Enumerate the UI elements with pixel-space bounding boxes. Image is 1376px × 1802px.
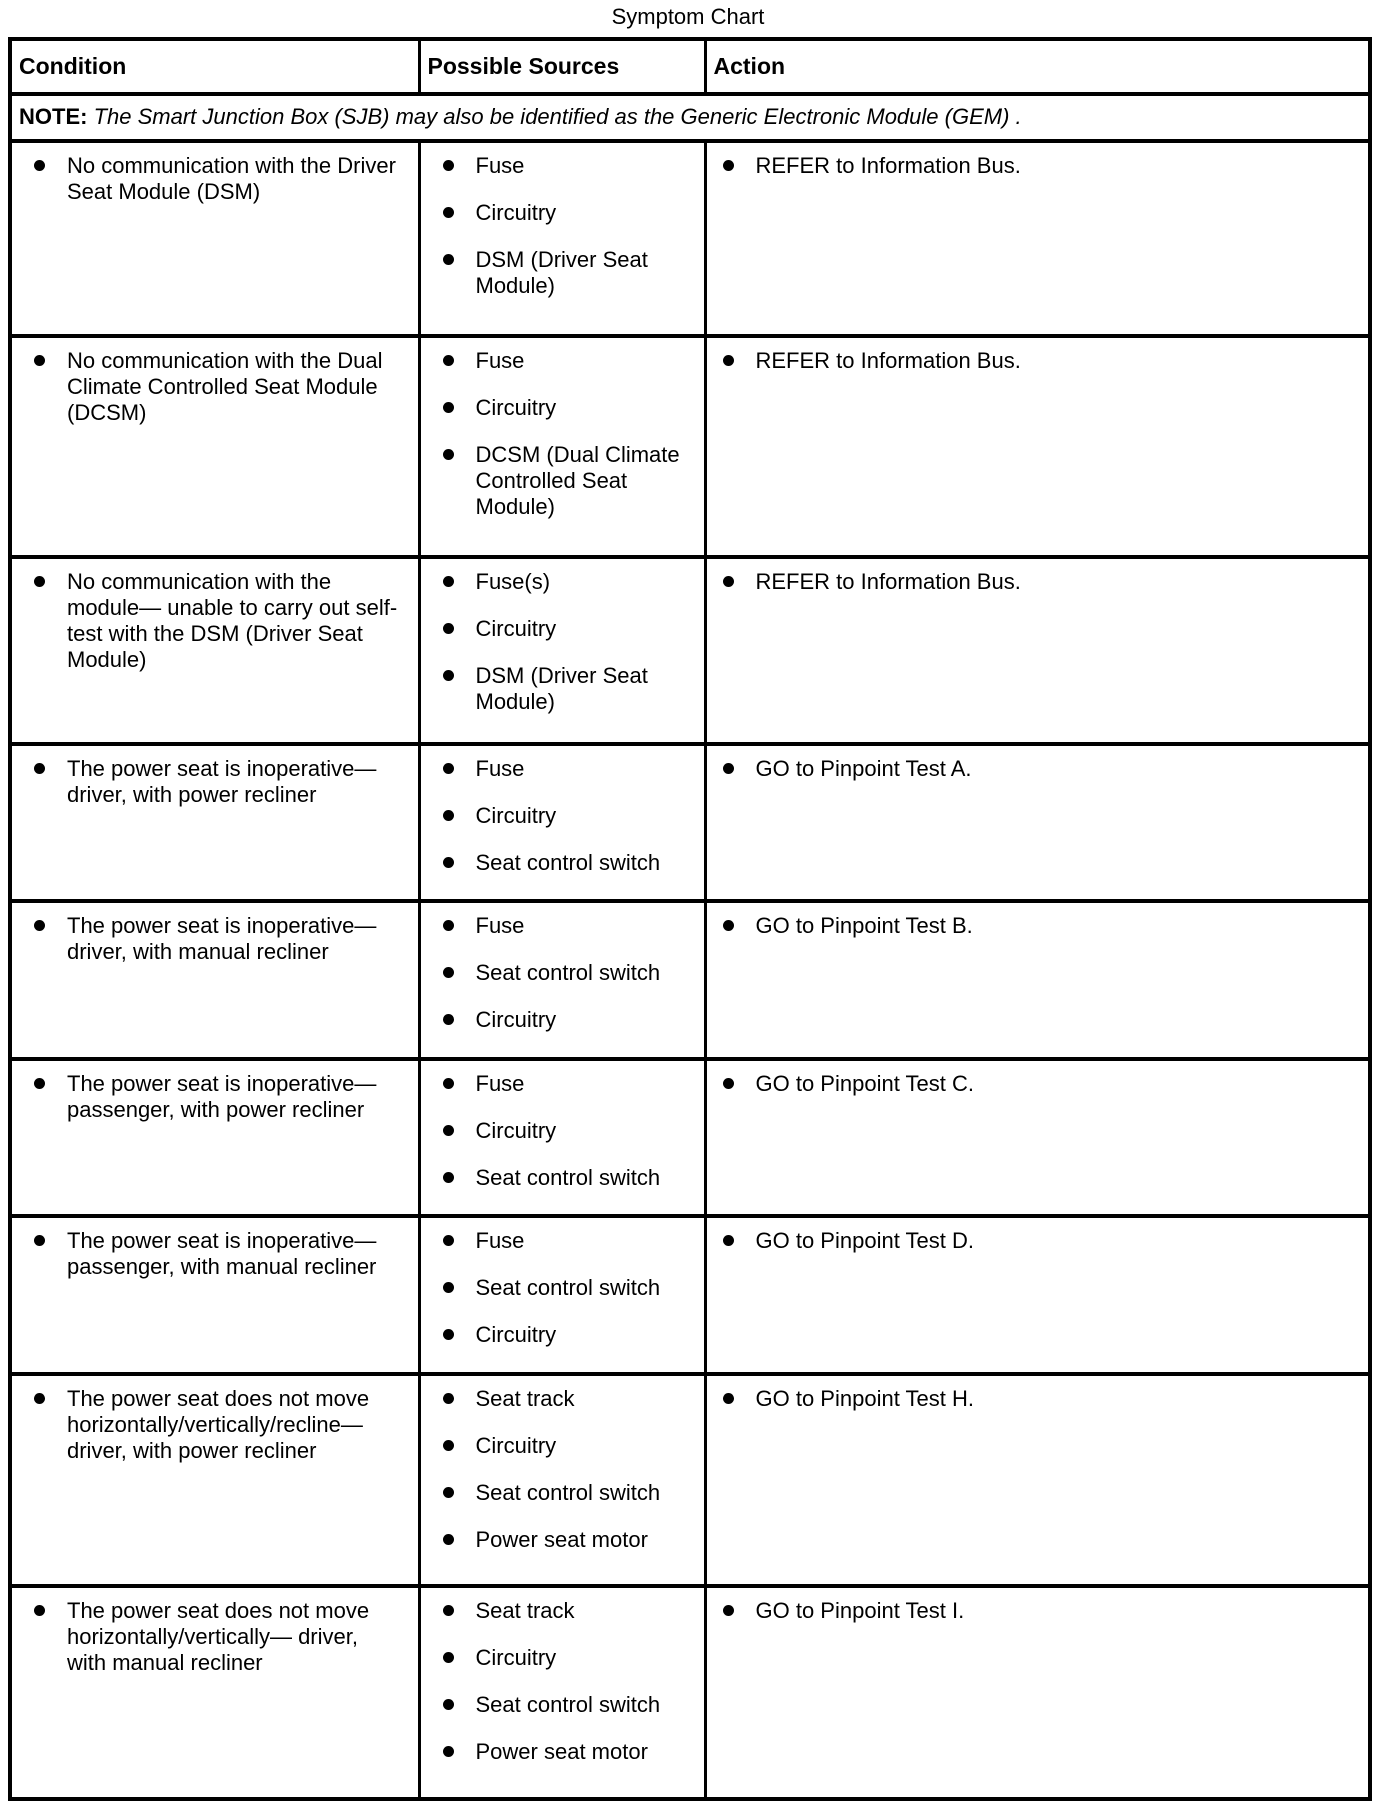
sources-cell — [419, 336, 705, 557]
bullet-icon — [723, 1235, 734, 1246]
action-item-text: GO to Pinpoint Test A. — [755, 756, 972, 781]
source-item-text: Fuse — [475, 153, 525, 178]
symptom-chart-table — [8, 37, 1372, 1801]
condition-cell — [10, 557, 419, 744]
action-item — [707, 756, 1367, 782]
source-item-text: Circuitry — [475, 803, 557, 828]
condition-item-text: The power seat is inoperative— passenger, with manual recliner — [67, 1228, 377, 1279]
source-item-text: Circuitry — [475, 1645, 557, 1670]
bullet-icon — [443, 355, 454, 366]
action-list — [707, 913, 1367, 939]
bullet-icon — [34, 920, 45, 931]
source-item — [421, 1386, 702, 1412]
note-row — [10, 94, 1370, 141]
action-item-text: GO to Pinpoint Test C. — [755, 1071, 974, 1096]
source-item-text: Circuitry — [475, 1118, 557, 1143]
condition-item — [12, 1386, 416, 1464]
bullet-icon — [34, 1078, 45, 1089]
source-item-text: Fuse — [475, 348, 525, 373]
condition-cell — [10, 141, 419, 336]
table-header — [10, 39, 1370, 94]
condition-cell — [10, 336, 419, 557]
condition-item-text: The power seat does not move horizontally/vertically— driver, with manual recliner — [67, 1598, 370, 1675]
bullet-icon — [443, 857, 454, 868]
source-item-text: Circuitry — [475, 616, 557, 641]
action-item-text: REFER to Information Bus. — [755, 153, 1021, 178]
bullet-icon — [34, 763, 45, 774]
bullet-icon — [443, 763, 454, 774]
condition-item-text: No communication with the Driver Seat Module (DSM) — [67, 153, 396, 204]
action-list — [707, 756, 1367, 782]
action-item — [707, 1228, 1367, 1254]
bullet-icon — [723, 1605, 734, 1616]
source-item-text: DSM (Driver Seat Module) — [475, 663, 648, 714]
bullet-icon — [34, 160, 45, 171]
source-item — [421, 395, 702, 421]
action-item-text: GO to Pinpoint Test B. — [755, 913, 973, 938]
sources-cell — [419, 744, 705, 901]
source-item — [421, 348, 702, 374]
condition-list — [12, 1071, 416, 1123]
source-item-text: Power seat motor — [475, 1527, 648, 1552]
bullet-icon — [443, 670, 454, 681]
source-item — [421, 616, 702, 642]
condition-item — [12, 348, 416, 426]
table-row — [10, 557, 1370, 744]
bullet-icon — [443, 967, 454, 978]
source-item-text: Power seat motor — [475, 1739, 648, 1764]
source-item — [421, 1598, 702, 1624]
action-cell — [705, 141, 1370, 336]
bullet-icon — [443, 207, 454, 218]
source-item — [421, 442, 702, 520]
condition-item — [12, 756, 416, 808]
condition-cell — [10, 744, 419, 901]
source-item-text: Seat control switch — [475, 850, 661, 875]
condition-item-text: The power seat does not move horizontally/vertically/recline— driver, with power recliner — [67, 1386, 370, 1463]
sources-list — [421, 1228, 702, 1348]
source-item-text: Seat control switch — [475, 1692, 661, 1717]
action-cell — [705, 1586, 1370, 1799]
source-item-text: Seat control switch — [475, 1165, 661, 1190]
bullet-icon — [443, 1534, 454, 1545]
source-item-text: DSM (Driver Seat Module) — [475, 247, 648, 298]
source-item — [421, 850, 702, 876]
source-item — [421, 663, 702, 715]
note-label: NOTE: — [19, 104, 88, 129]
source-item — [421, 960, 702, 986]
bullet-icon — [443, 1699, 454, 1710]
table-row — [10, 141, 1370, 336]
bullet-icon — [723, 1393, 734, 1404]
action-item — [707, 1071, 1367, 1097]
source-item-text: Seat track — [475, 1386, 575, 1411]
condition-item-text: The power seat is inoperative— passenger, with power recliner — [67, 1071, 377, 1122]
source-item-text: Circuitry — [475, 200, 557, 225]
sources-cell — [419, 1216, 705, 1374]
sources-list — [421, 348, 702, 520]
source-item — [421, 756, 702, 782]
bullet-icon — [443, 1487, 454, 1498]
action-item-text: GO to Pinpoint Test D. — [755, 1228, 974, 1253]
sources-list — [421, 1386, 702, 1553]
table-row — [10, 744, 1370, 901]
condition-cell — [10, 901, 419, 1059]
source-item — [421, 1118, 702, 1144]
bullet-icon — [443, 254, 454, 265]
source-item-text: Fuse — [475, 1228, 525, 1253]
bullet-icon — [443, 1078, 454, 1089]
bullet-icon — [723, 576, 734, 587]
sources-cell — [419, 557, 705, 744]
bullet-icon — [723, 763, 734, 774]
source-item-text: Seat control switch — [475, 960, 661, 985]
condition-list — [12, 756, 416, 808]
source-item — [421, 1071, 702, 1097]
bullet-icon — [443, 1746, 454, 1757]
source-item-text: Circuitry — [475, 395, 557, 420]
sources-cell — [419, 901, 705, 1059]
action-item — [707, 153, 1367, 179]
source-item-text: DCSM (Dual Climate Controlled Seat Module) — [475, 442, 680, 519]
sources-list — [421, 153, 702, 299]
condition-item-text: The power seat is inoperative— driver, with power recliner — [67, 756, 377, 807]
page-title: Symptom Chart — [611, 4, 765, 29]
source-item — [421, 200, 702, 226]
sources-cell — [419, 141, 705, 336]
action-list — [707, 1228, 1367, 1254]
table-row — [10, 336, 1370, 557]
source-item-text: Seat control switch — [475, 1275, 661, 1300]
action-list — [707, 1598, 1367, 1624]
bullet-icon — [34, 1393, 45, 1404]
bullet-icon — [443, 810, 454, 821]
action-cell — [705, 1374, 1370, 1586]
bullet-icon — [443, 402, 454, 413]
condition-item-text: The power seat is inoperative— driver, with manual recliner — [67, 913, 377, 964]
condition-item-text: No communication with the Dual Climate Controlled Seat Module (DCSM) — [67, 348, 383, 425]
bullet-icon — [443, 1329, 454, 1340]
bullet-icon — [34, 1235, 45, 1246]
table-body — [10, 94, 1370, 1799]
condition-cell — [10, 1586, 419, 1799]
source-item-text: Fuse(s) — [475, 569, 551, 594]
column-header-possible-sources: Possible Sources — [419, 39, 705, 94]
sources-cell — [419, 1586, 705, 1799]
condition-list — [12, 569, 416, 673]
bullet-icon — [443, 1393, 454, 1404]
column-header-condition: Condition — [10, 39, 419, 94]
bullet-icon — [443, 1235, 454, 1246]
action-cell — [705, 744, 1370, 901]
source-item-text: Circuitry — [475, 1433, 557, 1458]
action-cell — [705, 1059, 1370, 1216]
table-row — [10, 901, 1370, 1059]
bullet-icon — [443, 1282, 454, 1293]
source-item — [421, 1275, 702, 1301]
source-item — [421, 803, 702, 829]
source-item-text: Circuitry — [475, 1322, 557, 1347]
condition-list — [12, 153, 416, 205]
source-item — [421, 1007, 702, 1033]
source-item-text: Fuse — [475, 1071, 525, 1096]
bullet-icon — [34, 576, 45, 587]
sources-list — [421, 1598, 702, 1765]
action-item-text: GO to Pinpoint Test I. — [755, 1598, 965, 1623]
source-item — [421, 1739, 702, 1765]
action-cell — [705, 557, 1370, 744]
sources-list — [421, 913, 702, 1033]
source-item-text: Fuse — [475, 913, 525, 938]
bullet-icon — [723, 355, 734, 366]
source-item — [421, 913, 702, 939]
source-item — [421, 1527, 702, 1553]
bullet-icon — [443, 1440, 454, 1451]
action-list — [707, 1386, 1367, 1412]
table-row — [10, 1216, 1370, 1374]
bullet-icon — [443, 449, 454, 460]
condition-list — [12, 1598, 416, 1676]
bullet-icon — [443, 160, 454, 171]
bullet-icon — [443, 623, 454, 634]
note-text: The Smart Junction Box (SJB) may also be identified as the Generic Electronic Module (GEM) . — [93, 104, 1022, 129]
source-item — [421, 569, 702, 595]
sources-cell — [419, 1374, 705, 1586]
condition-cell — [10, 1216, 419, 1374]
action-list — [707, 1071, 1367, 1097]
table-row — [10, 1586, 1370, 1799]
action-item-text: REFER to Information Bus. — [755, 348, 1021, 373]
source-item — [421, 1433, 702, 1459]
bullet-icon — [443, 1014, 454, 1025]
bullet-icon — [723, 160, 734, 171]
action-item — [707, 348, 1367, 374]
source-item-text: Fuse — [475, 756, 525, 781]
source-item — [421, 1228, 702, 1254]
condition-item — [12, 1598, 416, 1676]
action-item — [707, 1386, 1367, 1412]
action-item — [707, 913, 1367, 939]
bullet-icon — [443, 1605, 454, 1616]
source-item — [421, 1692, 702, 1718]
action-cell — [705, 336, 1370, 557]
action-list — [707, 348, 1367, 374]
action-item-text: GO to Pinpoint Test H. — [755, 1386, 974, 1411]
note-cell — [10, 94, 1370, 141]
source-item — [421, 1322, 702, 1348]
condition-cell — [10, 1059, 419, 1216]
sources-cell — [419, 1059, 705, 1216]
condition-list — [12, 1386, 416, 1464]
bullet-icon — [443, 1125, 454, 1136]
condition-cell — [10, 1374, 419, 1586]
bullet-icon — [723, 1078, 734, 1089]
source-item — [421, 1480, 702, 1506]
column-header-action: Action — [705, 39, 1370, 94]
condition-list — [12, 1228, 416, 1280]
action-list — [707, 153, 1367, 179]
source-item — [421, 1645, 702, 1671]
condition-item-text: No communication with the module— unable to carry out self-test with the DSM (Driver Seat Module) — [67, 569, 398, 672]
action-item-text: REFER to Information Bus. — [755, 569, 1021, 594]
action-list — [707, 569, 1367, 595]
bullet-icon — [443, 1652, 454, 1663]
bullet-icon — [443, 920, 454, 931]
header-row — [10, 39, 1370, 94]
condition-list — [12, 913, 416, 965]
action-item — [707, 569, 1367, 595]
condition-item — [12, 1071, 416, 1123]
condition-item — [12, 153, 416, 205]
bullet-icon — [34, 1605, 45, 1616]
source-item — [421, 247, 702, 299]
bullet-icon — [443, 1172, 454, 1183]
source-item-text: Seat control switch — [475, 1480, 661, 1505]
table-row — [10, 1059, 1370, 1216]
bullet-icon — [34, 355, 45, 366]
source-item-text: Circuitry — [475, 1007, 557, 1032]
condition-item — [12, 1228, 416, 1280]
bullet-icon — [443, 576, 454, 587]
sources-list — [421, 756, 702, 876]
bullet-icon — [723, 920, 734, 931]
action-item — [707, 1598, 1367, 1624]
action-cell — [705, 1216, 1370, 1374]
condition-item — [12, 569, 416, 673]
condition-item — [12, 913, 416, 965]
condition-list — [12, 348, 416, 426]
source-item — [421, 153, 702, 179]
table-row — [10, 1374, 1370, 1586]
sources-list — [421, 1071, 702, 1191]
source-item — [421, 1165, 702, 1191]
action-cell — [705, 901, 1370, 1059]
source-item-text: Seat track — [475, 1598, 575, 1623]
sources-list — [421, 569, 702, 715]
